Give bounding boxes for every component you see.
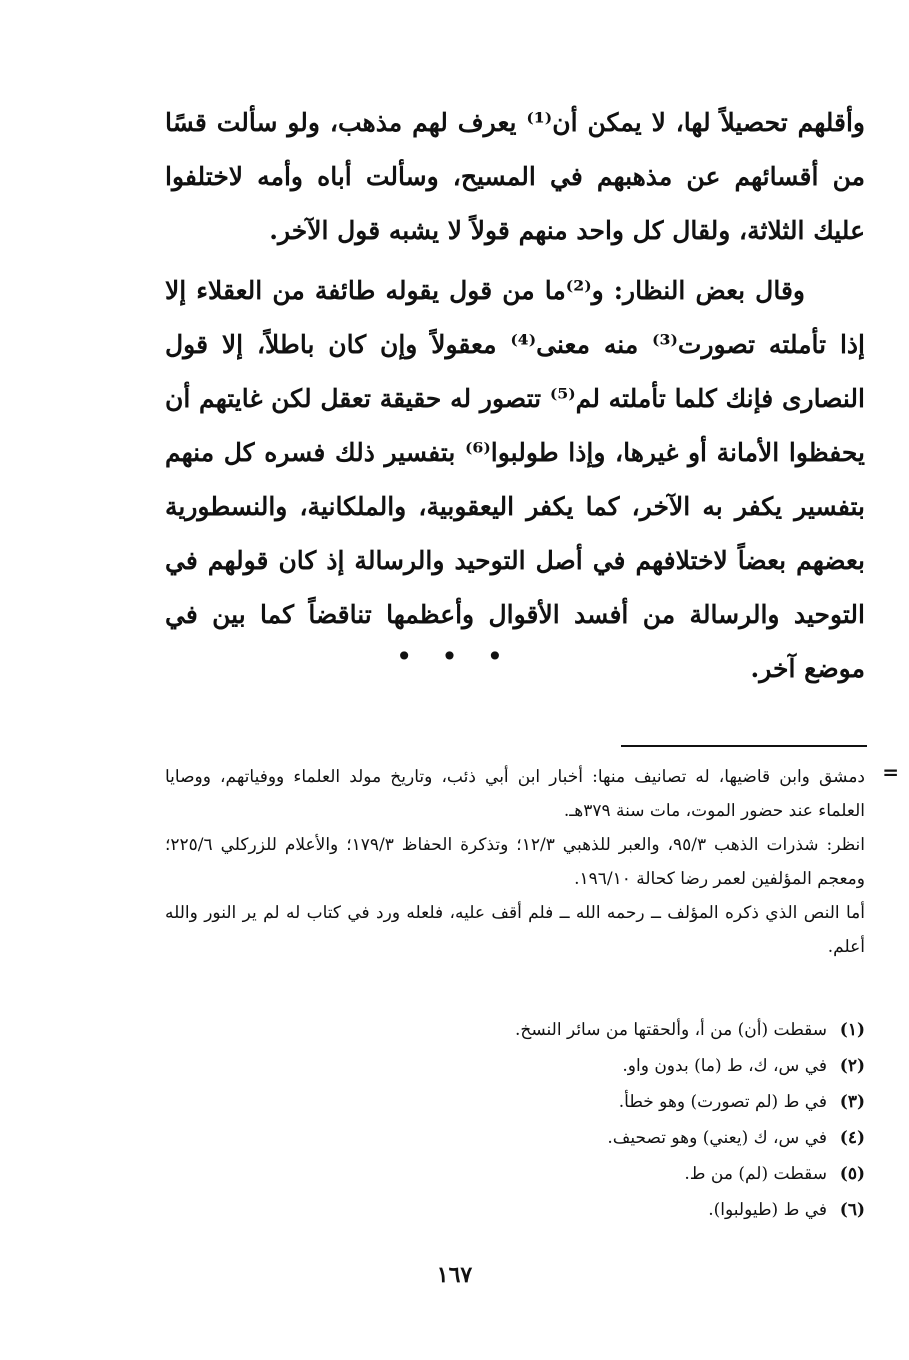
- footnote-item: [165, 1012, 865, 1048]
- section-separator: • • •: [395, 640, 514, 673]
- paragraph-1: وأقلهم تحصيلاً لها، لا يمكن أن⁽¹⁾ يعرف لهم مذهب، ولو سألت قسًا من أقسائهم عن مذهبهم في المسيح، وسألت أباه وأمه لاختلفوا عليك الثلاثة، ولقال كل واحد منهم قولاً لا يشبه قول الآخر.: [165, 108, 866, 245]
- main-text: [165, 96, 865, 696]
- footnote-continuation-line-1: دمشق وابن قاضيها، له تصانيف منها: أخبار ابن أبي ذئب، وتاريخ مولد العلماء ووفياتهم، ووصايا العلماء عند حضور الموت، مات سنة ٣٧٩هـ.: [165, 767, 865, 821]
- footnote-item: [165, 1192, 865, 1228]
- continuation-mark: =: [882, 760, 899, 784]
- footnote-item: [165, 1120, 865, 1156]
- footnote-item: [165, 1048, 865, 1084]
- footnote-continuation-line-2: انظر: شذرات الذهب ٩٥/٣، والعبر للذهبي ١٢/٣؛ وتذكرة الحفاظ ١٧٩/٣؛ والأعلام للزركلي ٢٢٥/٦؛ ومعجم المؤلفين لعمر رضا كحالة ١٩٦/١٠.: [165, 835, 865, 889]
- paragraph-2: وقال بعض النظار: و⁽²⁾ما من قول يقوله طائفة من العقلاء إلا إذا تأملته تصورت⁽³⁾ منه معنى⁽⁴⁾ معقولاً وإن كان باطلاً، إلا قول النصارى فإنك كلما تأملته لم⁽⁵⁾ تتصور له حقيقة تعقل لكن غايتهم أن يحفظوا الأمانة أو غيرها، وإذا طولبوا⁽⁶⁾ بتفسير ذلك فسره كل منهم بتفسير يكفر به الآخر، كما يكفر اليعقوبية، والملكانية، والنسطورية بعضهم بعضاً لاختلافهم في أصل التوحيد والرسالة إذ كان قولهم في التوحيد والرسالة من أفسد الأقوال وأعظمها تناقضاً كما بين في موضع آخر.: [165, 276, 865, 683]
- footnote-number: (٤): [839, 1128, 865, 1148]
- footnote-number: (١): [839, 1020, 865, 1040]
- footnote-item: [165, 1084, 865, 1120]
- footnote-text: في س، ك (يعني) وهو تصحيف.: [607, 1128, 827, 1148]
- footnote-text: سقطت (أن) من أ، وألحقتها من سائر النسخ.: [514, 1020, 827, 1040]
- footnote-continuation: [165, 760, 865, 964]
- footnote-divider: [621, 745, 867, 747]
- footnote-text: في س، ك، ط (ما) بدون واو.: [622, 1056, 827, 1076]
- footnote-number: (٣): [839, 1092, 865, 1112]
- footnote-text: في ط (لم تصورت) وهو خطأ.: [618, 1092, 827, 1112]
- footnote-number: (٦): [839, 1200, 865, 1220]
- footnote-continuation-line-3: أما النص الذي ذكره المؤلف ــ رحمه الله ــ فلم أقف عليه، فلعله ورد في كتاب له لم ير النور والله أعلم.: [165, 903, 865, 957]
- footnote-text: سقطت (لم) من ط.: [684, 1164, 827, 1184]
- footnote-number: (٥): [839, 1164, 865, 1184]
- page-number: ١٦٧: [436, 1262, 473, 1288]
- footnote-list: [165, 1012, 865, 1228]
- footnote-item: [165, 1156, 865, 1192]
- footnote-text: في ط (طيولبوا).: [708, 1200, 827, 1220]
- footnote-number: (٢): [839, 1056, 865, 1076]
